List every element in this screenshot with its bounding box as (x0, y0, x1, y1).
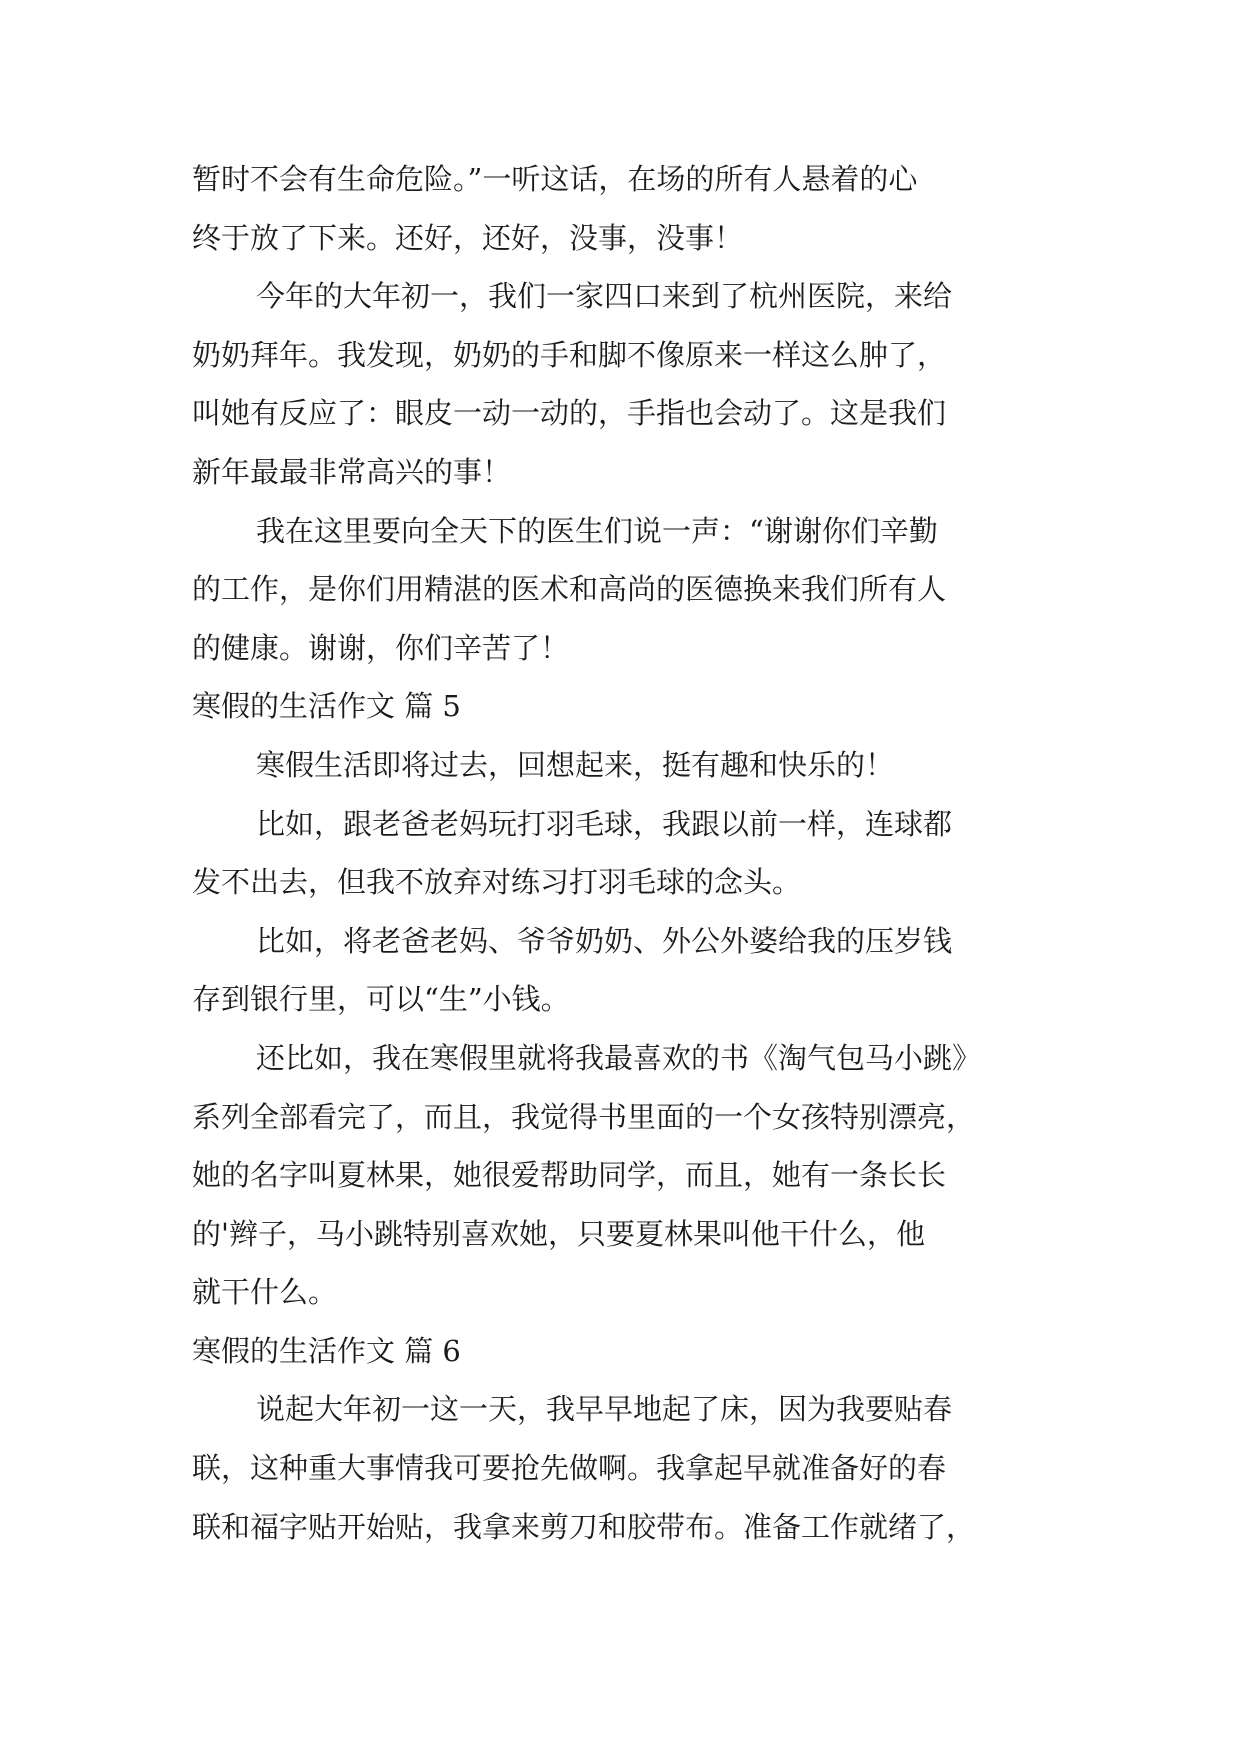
text-line: 叫她有反应了：眼皮一动一动的，手指也会动了。这是我们 (192, 396, 947, 431)
text-line: 的健康。谢谢，你们辛苦了！ (192, 630, 570, 665)
section-heading: 寒假的生活作文 篇 6 (192, 1333, 461, 1368)
text-line: 联，这种重大事情我可要抢先做啊。我拿起早就准备好的春 (192, 1451, 947, 1486)
text-line: 寒假生活即将过去，回想起来，挺有趣和快乐的！ (256, 747, 895, 782)
text-line: 系列全部看完了，而且，我觉得书里面的一个女孩特别漂亮， (192, 1099, 976, 1134)
text-line: 比如，将老爸老妈、爷爷奶奶、外公外婆给我的压岁钱 (256, 923, 953, 958)
text-line: 的工作，是你们用精湛的医术和高尚的医德换来我们所有人 (192, 572, 947, 607)
text-line: 说起大年初一这一天，我早早地起了床，因为我要贴春 (256, 1392, 953, 1427)
text-line: 奶奶拜年。我发现，奶奶的手和脚不像原来一样这么肿了， (192, 337, 947, 372)
text-line: 今年的大年初一，我们一家四口来到了杭州医院，来给 (256, 279, 953, 314)
text-line: 终于放了下来。还好，还好，没事，没事！ (192, 220, 744, 255)
text-line: 发不出去，但我不放弃对练习打羽毛球的念头。 (192, 865, 802, 900)
text-line: 她的名字叫夏林果，她很爱帮助同学，而且，她有一条长长 (192, 1158, 947, 1193)
text-line: 新年最最非常高兴的事！ (192, 454, 512, 489)
section-heading: 寒假的生活作文 篇 5 (192, 689, 461, 724)
text-line: 我在这里要向全天下的医生们说一声：“谢谢你们辛勤 (256, 513, 938, 548)
text-line: 的'辫子，马小跳特别喜欢她，只要夏林果叫他干什么，他 (192, 1216, 925, 1251)
document-page (192, 150, 1062, 1556)
text-line: 存到银行里，可以“生”小钱。 (192, 982, 570, 1017)
text-line: 就干什么。 (192, 1275, 338, 1310)
text-line: 暂时不会有生命危险。”一听这话，在场的所有人悬着的心 (192, 162, 918, 196)
text-line: 比如，跟老爸老妈玩打羽毛球，我跟以前一样，连球都 (256, 806, 953, 841)
text-line: 联和福字贴开始贴，我拿来剪刀和胶带布。准备工作就绪了， (192, 1509, 976, 1544)
text-line: 还比如，我在寒假里就将我最喜欢的书《淘气包马小跳》 (256, 1040, 982, 1075)
